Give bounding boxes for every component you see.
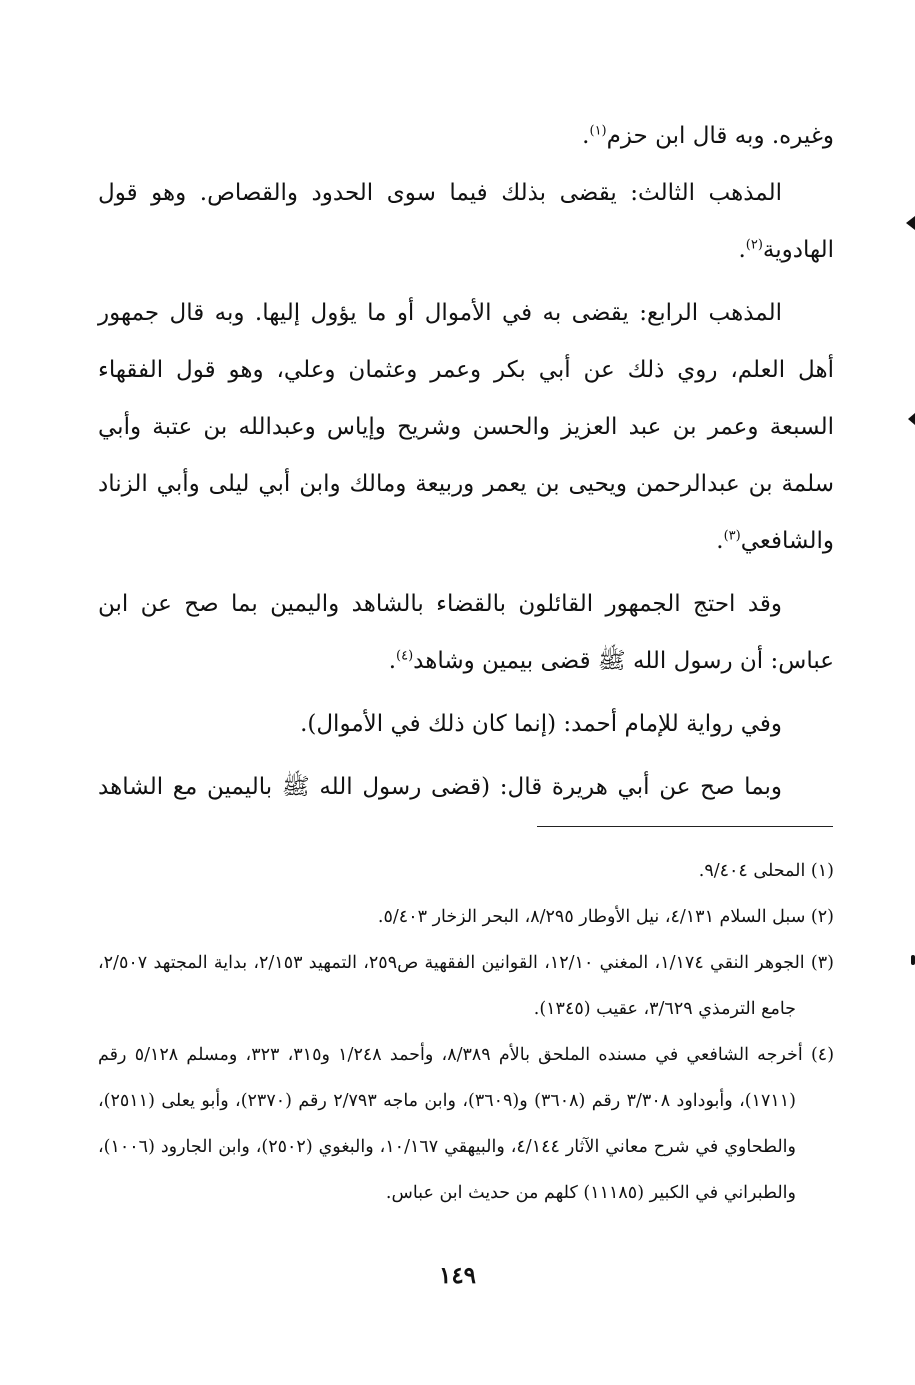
- footnote-separator: [537, 826, 833, 827]
- paragraph-3-text: المذهب الرابع: يقضى به في الأموال أو ما يؤول إليها. وبه قال جمهور أهل العلم، روي ذلك عن أبي بكر وعمر وعثمان وعلي، وهو قول الفقهاء السبعة وعمر بن عبد العزيز والحسن وشريح وإياس وعبدالله بن عتبة وأبي سلمة بن عبدالرحمن ويحيى بن يعمر وربيعة ومالك وابن أبي ليلى وأبي الزناد والشافعي: [98, 300, 834, 554]
- paragraph-3: [98, 285, 834, 570]
- paragraph-2-end: .: [738, 237, 746, 263]
- footnote-ref-2: (٢): [745, 237, 763, 253]
- footnote-4: (٤) أخرجه الشافعي في مسنده الملحق بالأم ٨/٣٨٩، وأحمد ١/٢٤٨ و٣١٥، ٣٢٣، ومسلم ٥/١٢٨ رقم (١٧١١)، وأبوداود ٣/٣٠٨ رقم (٣٦٠٨) و(٣٦٠٩)، وابن ماجه ٢/٧٩٣ رقم (٢٣٧٠)، وأبو يعلى (٢٥١١)، والطحاوي في شرح معاني الآثار ٤/١٤٤، والبيهقي ١٠/١٦٧، والبغوي (٢٥٠٢)، وابن الجارود (١٠٠٦)، والطبراني في الكبير (١١١٨٥) كلهم من حديث ابن عباس.: [98, 1045, 835, 1203]
- footnote-3: (٣) الجوهر النقي ١/١٧٤، المغني ١٢/١٠، القوانين الفقهية ص٢٥٩، التمهيد ٢/١٥٣، بداية المجتهد ٢/٥٠٧، جامع الترمذي ٣/٦٢٩، عقيب (١٣٤٥).: [98, 953, 834, 1019]
- footnote-ref-1: (١): [589, 123, 607, 139]
- footnote-ref-4: (٤): [396, 648, 414, 664]
- paragraph-2-text: المذهب الثالث: يقضى بذلك فيما سوى الحدود والقصاص. وهو قول الهادوية: [98, 180, 834, 263]
- paragraph-5: [98, 696, 834, 753]
- footnote-1: (١) المحلى ٩/٤٠٤.: [698, 861, 834, 881]
- paragraph-1-text: وغيره. وبه قال ابن حزم: [606, 123, 834, 149]
- paragraph-6: [98, 759, 834, 816]
- main-text: [98, 108, 834, 822]
- paragraph-4-text: وقد احتج الجمهور القائلون بالقضاء بالشاهد واليمين بما صح عن ابن عباس: أن رسول الله ﷺ قضى بيمين وشاهد: [98, 591, 834, 674]
- paragraph-6-text: وبما صح عن أبي هريرة قال: (قضى رسول الله ﷺ باليمين مع الشاهد: [98, 774, 782, 800]
- paragraph-1-end: .: [582, 123, 590, 149]
- page-number: ١٤٩: [438, 1262, 477, 1289]
- footnotes: [98, 848, 834, 1216]
- footnote-ref-3: (٣): [723, 528, 741, 544]
- scan-edge-mark: [908, 413, 915, 425]
- paragraph-4: [98, 576, 834, 690]
- paragraph-5-text: وفي رواية للإمام أحمد: (إنما كان ذلك في الأموال).: [300, 711, 782, 737]
- footnote-2: (٢) سبل السلام ٤/١٣١، نيل الأوطار ٨/٢٩٥، البحر الزخار ٥/٤٠٣.: [377, 907, 834, 927]
- paragraph-3-end: .: [716, 528, 724, 554]
- scan-edge-mark: [906, 216, 915, 230]
- paragraph-2: [98, 165, 834, 279]
- paragraph-4-end: .: [388, 648, 397, 674]
- paragraph-1: [98, 108, 834, 165]
- scan-edge-mark: [911, 955, 915, 965]
